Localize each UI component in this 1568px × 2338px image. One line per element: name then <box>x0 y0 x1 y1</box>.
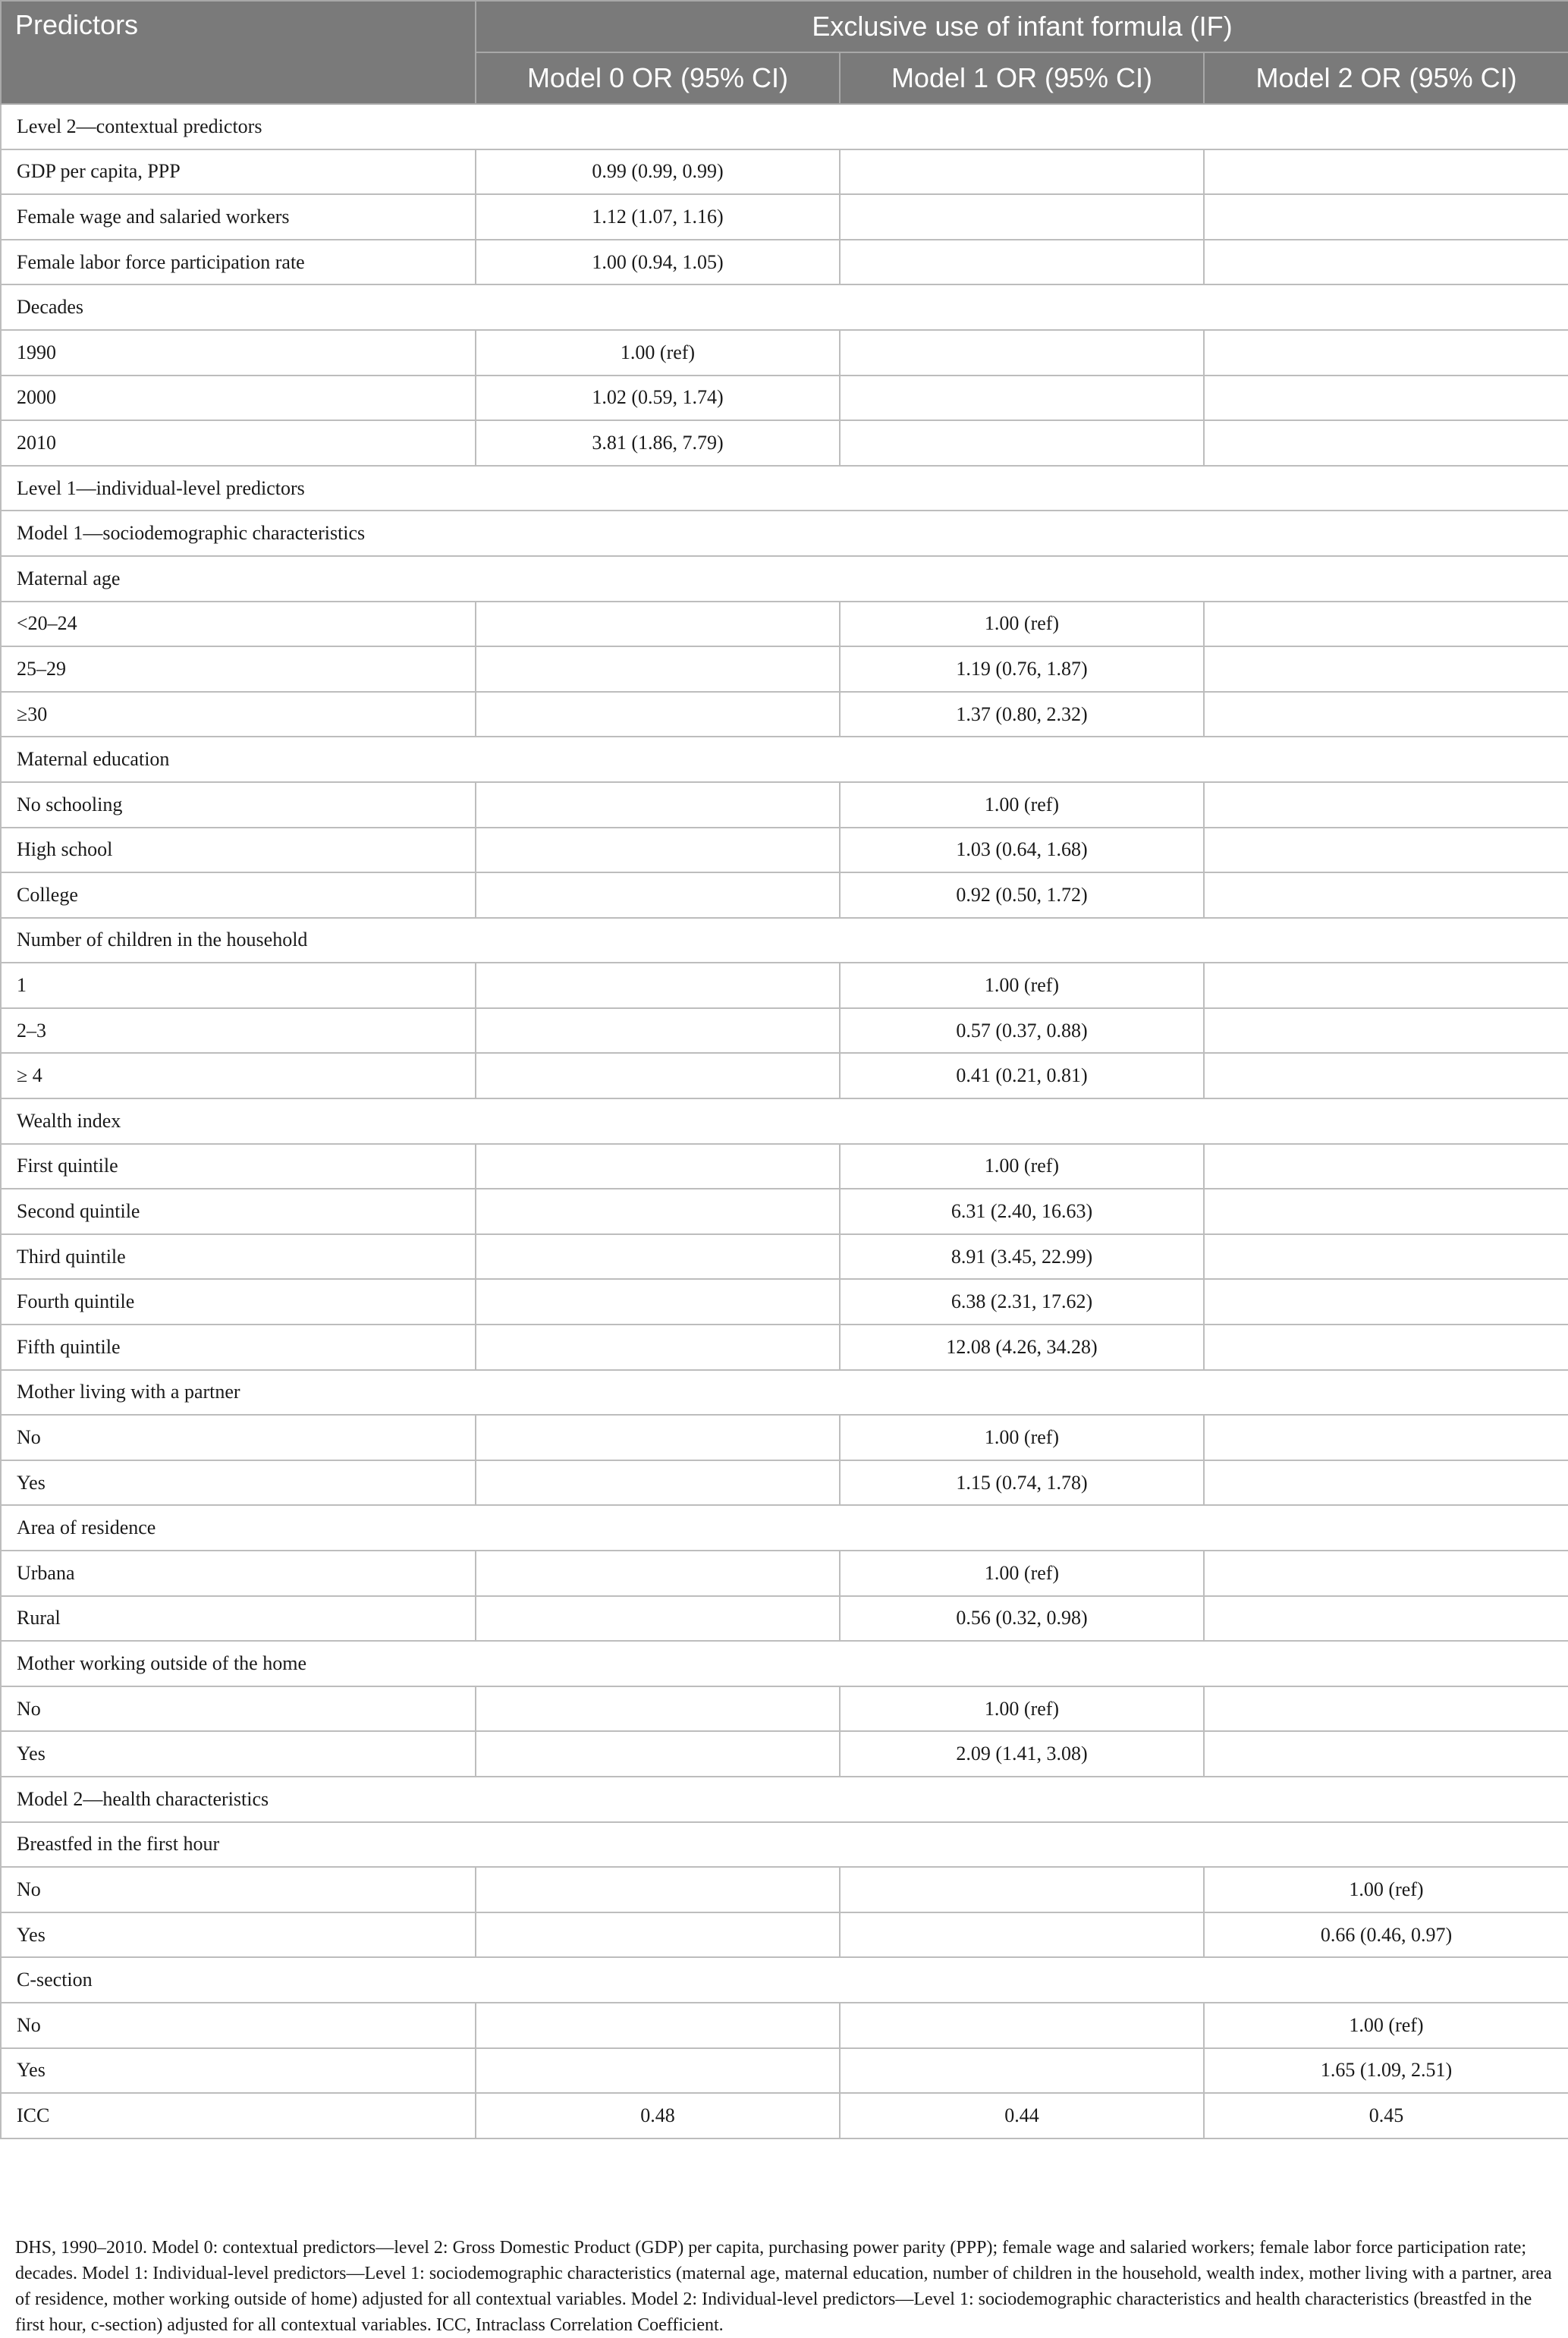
model2-cell <box>1204 1325 1568 1370</box>
model1-cell <box>840 2048 1204 2094</box>
table-row <box>1 420 1568 466</box>
model2-cell <box>1204 963 1568 1008</box>
row-label: Fifth quintile <box>1 1325 476 1370</box>
section-row <box>1 466 1568 511</box>
model1-cell: 0.92 (0.50, 1.72) <box>840 872 1204 918</box>
section-label: Level 1—individual-level predictors <box>1 466 1568 511</box>
table-row <box>1 1144 1568 1189</box>
table-row <box>1 1415 1568 1460</box>
model1-cell <box>840 240 1204 285</box>
section-row <box>1 1505 1568 1551</box>
model0-cell <box>476 602 840 647</box>
model0-cell <box>476 1008 840 1054</box>
model0-cell <box>476 1460 840 1506</box>
table-row <box>1 872 1568 918</box>
model1-cell: 1.00 (ref) <box>840 782 1204 828</box>
model0-cell <box>476 872 840 918</box>
model2-cell: 1.65 (1.09, 2.51) <box>1204 2048 1568 2094</box>
model1-cell: 8.91 (3.45, 22.99) <box>840 1234 1204 1280</box>
model0-cell <box>476 2048 840 2094</box>
table-row <box>1 1189 1568 1234</box>
model0-cell <box>476 963 840 1008</box>
model0-cell <box>476 1596 840 1642</box>
section-row <box>1 1822 1568 1868</box>
model2-cell <box>1204 828 1568 873</box>
model2-cell <box>1204 376 1568 421</box>
row-label: Second quintile <box>1 1189 476 1234</box>
model0-cell: 1.02 (0.59, 1.74) <box>476 376 840 421</box>
section-row <box>1 1098 1568 1144</box>
model0-cell: 3.81 (1.86, 7.79) <box>476 420 840 466</box>
model1-cell <box>840 330 1204 376</box>
row-label: 25–29 <box>1 646 476 692</box>
table-row <box>1 1234 1568 1280</box>
model0-cell: 0.99 (0.99, 0.99) <box>476 149 840 195</box>
model2-cell: 0.45 <box>1204 2093 1568 2138</box>
model2-cell <box>1204 1189 1568 1234</box>
model1-cell <box>840 2003 1204 2048</box>
model1-cell: 2.09 (1.41, 3.08) <box>840 1731 1204 1777</box>
table-row <box>1 828 1568 873</box>
model1-cell: 1.00 (ref) <box>840 1686 1204 1732</box>
section-row <box>1 1641 1568 1686</box>
table-row <box>1 1686 1568 1732</box>
model2-cell <box>1204 1008 1568 1054</box>
table-row <box>1 963 1568 1008</box>
row-label: Yes <box>1 1460 476 1506</box>
row-label: No <box>1 1415 476 1460</box>
row-label: GDP per capita, PPP <box>1 149 476 195</box>
header-outcome-group: Exclusive use of infant formula (IF) <box>476 1 1568 52</box>
section-row <box>1 1777 1568 1822</box>
table-row <box>1 1053 1568 1098</box>
section-label: Level 2—contextual predictors <box>1 104 1568 149</box>
model1-cell: 1.00 (ref) <box>840 1415 1204 1460</box>
model0-cell <box>476 1325 840 1370</box>
row-label: 2010 <box>1 420 476 466</box>
row-label: First quintile <box>1 1144 476 1189</box>
model2-cell <box>1204 1731 1568 1777</box>
model2-cell <box>1204 1234 1568 1280</box>
row-label: No schooling <box>1 782 476 828</box>
section-label: Maternal age <box>1 556 1568 602</box>
model0-cell <box>476 1867 840 1912</box>
row-label: Yes <box>1 1731 476 1777</box>
table-row <box>1 2093 1568 2138</box>
table-row <box>1 692 1568 737</box>
row-label: 1990 <box>1 330 476 376</box>
header-predictors: Predictors <box>1 1 476 104</box>
model2-cell <box>1204 602 1568 647</box>
model1-cell: 1.03 (0.64, 1.68) <box>840 828 1204 873</box>
header-model1: Model 1 OR (95% CI) <box>840 52 1204 104</box>
model1-cell: 1.00 (ref) <box>840 1144 1204 1189</box>
model1-cell: 12.08 (4.26, 34.28) <box>840 1325 1204 1370</box>
model2-cell <box>1204 240 1568 285</box>
section-row <box>1 918 1568 963</box>
table-row <box>1 240 1568 285</box>
model2-cell <box>1204 1686 1568 1732</box>
model0-cell <box>476 1144 840 1189</box>
model0-cell <box>476 1686 840 1732</box>
row-label: High school <box>1 828 476 873</box>
model2-cell <box>1204 1596 1568 1642</box>
model2-cell <box>1204 1415 1568 1460</box>
model1-cell <box>840 1912 1204 1958</box>
header-model0: Model 0 OR (95% CI) <box>476 52 840 104</box>
model0-cell <box>476 1189 840 1234</box>
model0-cell <box>476 1551 840 1596</box>
model0-cell <box>476 2003 840 2048</box>
row-label: Yes <box>1 1912 476 1958</box>
section-row <box>1 284 1568 330</box>
table-header <box>1 1 1568 104</box>
table-row <box>1 782 1568 828</box>
model1-cell: 0.56 (0.32, 0.98) <box>840 1596 1204 1642</box>
model0-cell <box>476 646 840 692</box>
row-label: Third quintile <box>1 1234 476 1280</box>
model0-cell <box>476 1912 840 1958</box>
table-body <box>1 104 1568 2138</box>
row-label: <20–24 <box>1 602 476 647</box>
table-footnote: DHS, 1990–2010. Model 0: contextual predictors—level 2: Gross Domestic Product (GDP) per capita, purchasing power parity (PPP); female wage and salaried workers; female labor force participation rate; decades. Model 1: Individual-level predictors—Level 1: sociodemographic characteristics (maternal age, maternal education, number of children in the household, wealth index, mother living with a partner, area of residence, mother working outside of home) adjusted for all contextual variables. Model 2: Individual-level predictors—Level 1: sociodemographic characteristics and health characteristics (breastfed in the first hour, c-section) adjusted for all contextual variables. ICC, Intraclass Correlation Coefficient. <box>15 2238 1552 2335</box>
table-row <box>1 646 1568 692</box>
row-label: Rural <box>1 1596 476 1642</box>
table-row <box>1 1596 1568 1642</box>
model2-cell <box>1204 330 1568 376</box>
section-label: Breastfed in the first hour <box>1 1822 1568 1868</box>
table-row <box>1 1551 1568 1596</box>
section-label: Mother living with a partner <box>1 1370 1568 1416</box>
model2-cell <box>1204 1460 1568 1506</box>
model1-cell <box>840 376 1204 421</box>
model1-cell <box>840 1867 1204 1912</box>
model1-cell: 1.00 (ref) <box>840 963 1204 1008</box>
model1-cell: 6.31 (2.40, 16.63) <box>840 1189 1204 1234</box>
table-row <box>1 1867 1568 1912</box>
row-label: 2000 <box>1 376 476 421</box>
model0-cell <box>476 1234 840 1280</box>
model0-cell: 1.00 (0.94, 1.05) <box>476 240 840 285</box>
row-label: Fourth quintile <box>1 1279 476 1325</box>
model1-cell: 6.38 (2.31, 17.62) <box>840 1279 1204 1325</box>
header-model2: Model 2 OR (95% CI) <box>1204 52 1568 104</box>
table-row <box>1 1460 1568 1506</box>
row-label: ICC <box>1 2093 476 2138</box>
model2-cell <box>1204 646 1568 692</box>
table-row <box>1 149 1568 195</box>
row-label: Female wage and salaried workers <box>1 194 476 240</box>
model2-cell: 1.00 (ref) <box>1204 2003 1568 2048</box>
section-label: Mother working outside of the home <box>1 1641 1568 1686</box>
model2-cell <box>1204 1144 1568 1189</box>
model2-cell <box>1204 149 1568 195</box>
model2-cell <box>1204 1053 1568 1098</box>
model2-cell <box>1204 194 1568 240</box>
model0-cell <box>476 1053 840 1098</box>
model2-cell <box>1204 692 1568 737</box>
table-row <box>1 2048 1568 2094</box>
table-row <box>1 1279 1568 1325</box>
model0-cell <box>476 1279 840 1325</box>
model2-cell <box>1204 1551 1568 1596</box>
model0-cell <box>476 1415 840 1460</box>
section-label: Wealth index <box>1 1098 1568 1144</box>
model2-cell <box>1204 872 1568 918</box>
model1-cell: 1.00 (ref) <box>840 602 1204 647</box>
model1-cell <box>840 420 1204 466</box>
table-row <box>1 194 1568 240</box>
table-row <box>1 602 1568 647</box>
row-label: College <box>1 872 476 918</box>
table-row <box>1 1731 1568 1777</box>
row-label: No <box>1 2003 476 2048</box>
model0-cell <box>476 1731 840 1777</box>
model0-cell: 1.00 (ref) <box>476 330 840 376</box>
table-row <box>1 330 1568 376</box>
section-label: Area of residence <box>1 1505 1568 1551</box>
model0-cell: 0.48 <box>476 2093 840 2138</box>
section-row <box>1 556 1568 602</box>
section-row <box>1 511 1568 556</box>
section-label: Maternal education <box>1 737 1568 782</box>
model1-cell: 1.00 (ref) <box>840 1551 1204 1596</box>
row-label: Urbana <box>1 1551 476 1596</box>
model1-cell: 0.57 (0.37, 0.88) <box>840 1008 1204 1054</box>
model1-cell: 1.19 (0.76, 1.87) <box>840 646 1204 692</box>
section-label: C-section <box>1 1957 1568 2003</box>
section-label: Number of children in the household <box>1 918 1568 963</box>
model2-cell <box>1204 782 1568 828</box>
model1-cell <box>840 194 1204 240</box>
model1-cell <box>840 149 1204 195</box>
section-row <box>1 104 1568 149</box>
row-label: Yes <box>1 2048 476 2094</box>
model2-cell: 1.00 (ref) <box>1204 1867 1568 1912</box>
model0-cell <box>476 828 840 873</box>
table-row <box>1 1325 1568 1370</box>
table-row <box>1 2003 1568 2048</box>
model1-cell: 1.15 (0.74, 1.78) <box>840 1460 1204 1506</box>
section-label: Decades <box>1 284 1568 330</box>
model0-cell <box>476 692 840 737</box>
row-label: 1 <box>1 963 476 1008</box>
row-label: 2–3 <box>1 1008 476 1054</box>
model0-cell: 1.12 (1.07, 1.16) <box>476 194 840 240</box>
model2-cell <box>1204 1279 1568 1325</box>
table-row <box>1 376 1568 421</box>
model2-cell: 0.66 (0.46, 0.97) <box>1204 1912 1568 1958</box>
section-label: Model 1—sociodemographic characteristics <box>1 511 1568 556</box>
row-label: ≥30 <box>1 692 476 737</box>
model1-cell: 1.37 (0.80, 2.32) <box>840 692 1204 737</box>
section-label: Model 2—health characteristics <box>1 1777 1568 1822</box>
row-label: ≥ 4 <box>1 1053 476 1098</box>
model1-cell: 0.44 <box>840 2093 1204 2138</box>
model2-cell <box>1204 420 1568 466</box>
section-row <box>1 737 1568 782</box>
section-row <box>1 1957 1568 2003</box>
row-label: Female labor force participation rate <box>1 240 476 285</box>
row-label: No <box>1 1867 476 1912</box>
section-row <box>1 1370 1568 1416</box>
model1-cell: 0.41 (0.21, 0.81) <box>840 1053 1204 1098</box>
model0-cell <box>476 782 840 828</box>
row-label: No <box>1 1686 476 1732</box>
table-row <box>1 1912 1568 1958</box>
table-row <box>1 1008 1568 1054</box>
